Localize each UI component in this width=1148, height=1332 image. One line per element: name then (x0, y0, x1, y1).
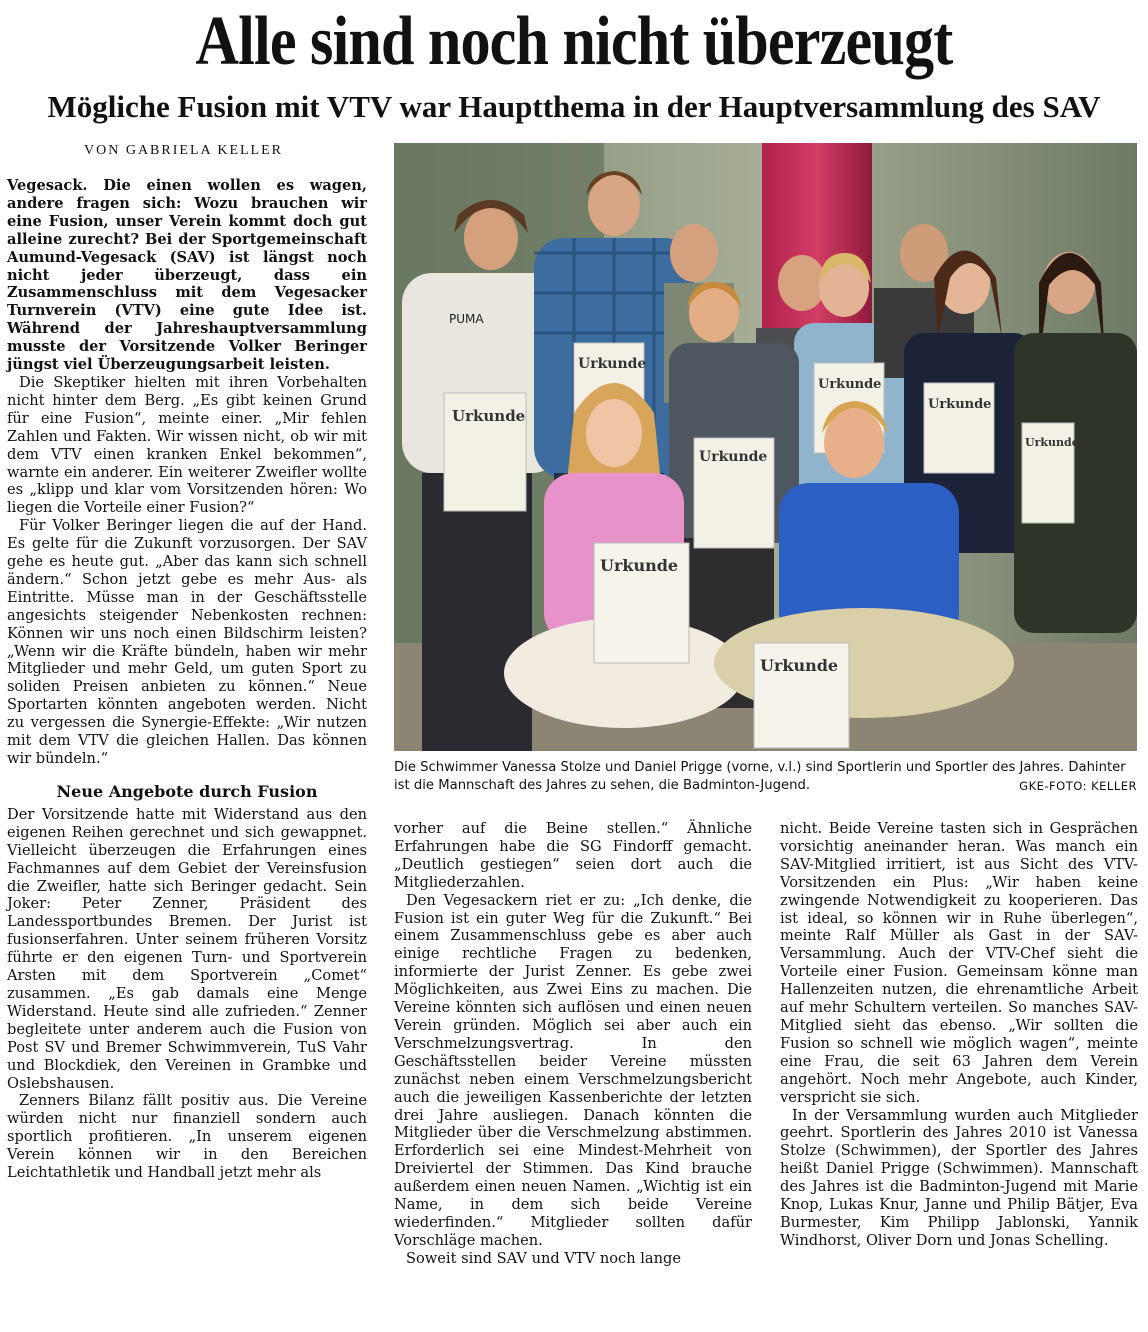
paragraph: Den Vegesackern riet er zu: „Ich denke, die Fusion ist ein guter Weg für die Zukunft.“ Bei einem Zusammenschluss gebe es aber auch einige rechtliche Fragen zu bedenken, informierte der Jurist Zenner. Es gebe zwei Möglichkeiten, aus Zwei Eins zu machen. Die Vereine könnten sich auflösen und einen neuen Verein gründen. Möglich sei aber auch ein Verschmelzungsvertrag. In den Geschäftsstellen beider Vereine müssten zunächst neben einem Verschmelzungsbericht auch die jeweiligen Kassenberichte der letzten drei Jahre ausliegen. Danach könnten die Mitglieder über die Verschmelzung abstimmen. Erforderlich sei eine Mindest-Mehrheit von Dreiviertel der Stimmen. Das Kind brauche außerdem einen neuen Namen. „Wichtig ist ein Name, in dem sich beide Vereine wiederfinden.“ Mitglieder sollten dafür Vorschläge machen. (394, 891, 752, 1249)
paragraph: Die Skeptiker hielten mit ihren Vorbehalten nicht hinter dem Berg. „Es gibt keinen Grund für eine Fusion“, meinte einer. „Mir fehlen Zahlen und Fakten. Wir wissen nicht, ob wir mit dem VTV einen kranken Enkel bekommen“, warnte ein anderer. Ein weiterer Zweifler wollte es „klipp und klar vom Vorsitzenden hören: Wo liegen die Vorteile einer Fusion?“ (7, 373, 367, 517)
certificate-text: Urkunde (760, 656, 839, 675)
paragraph: Der Vorsitzende hatte mit Widerstand aus den eigenen Reihen gerechnet und sich gewappnet. Vielleicht überzeugen die Erfahrungen eines Fachmannes auf dem Gebiet der Vereinsfusion die Zweifler, hatte sich Beringer gedacht. Sein Joker: Peter Zenner, Präsident des Landessportbundes Bremen. Der Jurist ist fusionserfahren. Unter seinem früheren Vorsitz führte er den eigenen Turn- und Sportverein Arsten mit dem Sportverein „Comet“ zusammen. „Es gab damals eine Menge Widerstand. Heute sind alle zufrieden.“ Zenner begleitete unter anderem auch die Fusion von Post SV und Bremer Schwimmverein, TuS Vahr und Blockdiek, den Vereinen in Grambke und Oslebshausen. (7, 805, 367, 1092)
certificate-text: Urkunde (1025, 436, 1079, 449)
lead-paragraph: Vegesack. Die einen wollen es wagen, andere fragen sich: Wozu brauchen wir eine Fusion, unser Verein kommt doch gut alleine zurecht? Bei der Sportgemeinschaft Aumund-Vegesack (SAV) ist längst noch nicht jeder überzeugt, dass ein Zusammenschluss mit dem Vegesacker Turnverein (VTV) eine gute Idee ist. Während der Jahreshauptversammlung musste der Vorsitzende Volker Beringer jüngst viel Überzeugungsarbeit leisten. (7, 177, 367, 374)
subheading: Neue Angebote durch Fusion (56, 781, 318, 801)
article-column-2 (394, 820, 752, 1268)
paragraph: vorher auf die Beine stellen.“ Ähnliche Erfahrungen habe die SG Findorff gemacht. „Deutlich gestiegen“ seien dort auch die Mitgliederzahlen. (394, 820, 752, 891)
certificate-text: Urkunde (699, 449, 768, 465)
certificate-text: Urkunde (578, 356, 647, 372)
subheadline: Mögliche Fusion mit VTV war Hauptthema in der Hauptversammlung des SAV (47, 89, 1101, 124)
paragraph: nicht. Beide Vereine tasten sich in Gesprächen vorsichtig aneinander heran. Was manch ein SAV-Mitglied irritiert, ist aus Sicht des VTV-Vorsitzenden ein Plus: „Wir haben keine zwingende Notwendigkeit zu kooperieren. Das ist ideal, so können wir in Ruhe überlegen“, meinte Ralf Müller als Gast in der SAV-Versammlung. Auch der VTV-Chef sieht die Vorteile einer Fusion. Gemeinsam könne man Hallenzeiten nutzen, die ehrenamtliche Arbeit auf mehr Schultern verteilen. So manches SAV-Mitglied sieht das ebenso. „Wir sollten die Fusion so schnell wie möglich wagen“, meinte eine Frau, die seit 63 Jahren dem Verein angehört. Noch mehr Angebote, auch Kinder, verspricht sie sich. (780, 820, 1138, 1106)
paragraph: Soweit sind SAV und VTV noch lange (406, 1249, 681, 1267)
certificate-text: Urkunde (928, 397, 992, 412)
byline: VON GABRIELA KELLER (84, 143, 283, 158)
photo-caption (394, 759, 1137, 795)
shirt-text: PUMA (449, 312, 484, 326)
headline: Alle sind noch nicht überzeugt (195, 3, 953, 80)
article-photo (394, 143, 1137, 751)
certificate-text: Urkunde (452, 407, 526, 425)
caption-text: Die Schwimmer Vanessa Stolze und Daniel Prigge (vorne, v.l.) sind Sportlerin und Sportler des Jahres. Dahinter ist die Mannschaft des Jahres zu sehen, die Badminton-Jugend. (394, 760, 1126, 793)
paragraph: In der Versammlung wurden auch Mitglieder geehrt. Sportlerin des Jahres 2010 ist Vanessa Stolze (Schwimmen), der Sportler des Jahres heißt Daniel Prigge (Schwimmen). Mannschaft des Jahres ist die Badminton-Jugend mit Marie Knop, Lukas Knur, Janne und Philip Bätjer, Eva Burmester, Kim Philipp Jablonski, Yannik Windhorst, Oliver Dorn und Jonas Schelling. (780, 1106, 1138, 1249)
paragraph: Für Volker Beringer liegen die auf der Hand. Es gelte für die Zukunft vorzusorgen. Der SAV gehe es heute gut. „Aber das kann sich schnell ändern.“ Schon jetzt gebe es mehr Aus- als Eintritte. Müsse man in der Geschäftsstelle angesichts steigender Nebenkosten rechnen: Können wir uns noch einen Bildschirm leisten? „Wenn wir die Kräfte bündeln, haben wir mehr Mitglieder und mehr Geld, um guten Sport zu soliden Preisen anbieten zu können.“ Neue Sportarten könnten angeboten werden. Nicht zu vergessen die Synergie-Effekte: „Wir nutzen mit dem VTV die gleichen Hallen. Das können wir bündeln.“ (7, 517, 367, 767)
article-column-3 (780, 820, 1138, 1250)
article-column-1 (7, 177, 367, 1182)
photo-credit: GKE-FOTO: KELLER (1019, 779, 1137, 793)
paragraph: Zenners Bilanz fällt positiv aus. Die Vereine würden nicht nur finanziell sondern auch sportlich profitieren. „In unserem eigenen Verein können wir in den Bereichen Leichtathletik und Handball jetzt mehr als (7, 1092, 367, 1182)
certificate-text: Urkunde (818, 377, 882, 392)
certificate-text: Urkunde (600, 556, 679, 575)
